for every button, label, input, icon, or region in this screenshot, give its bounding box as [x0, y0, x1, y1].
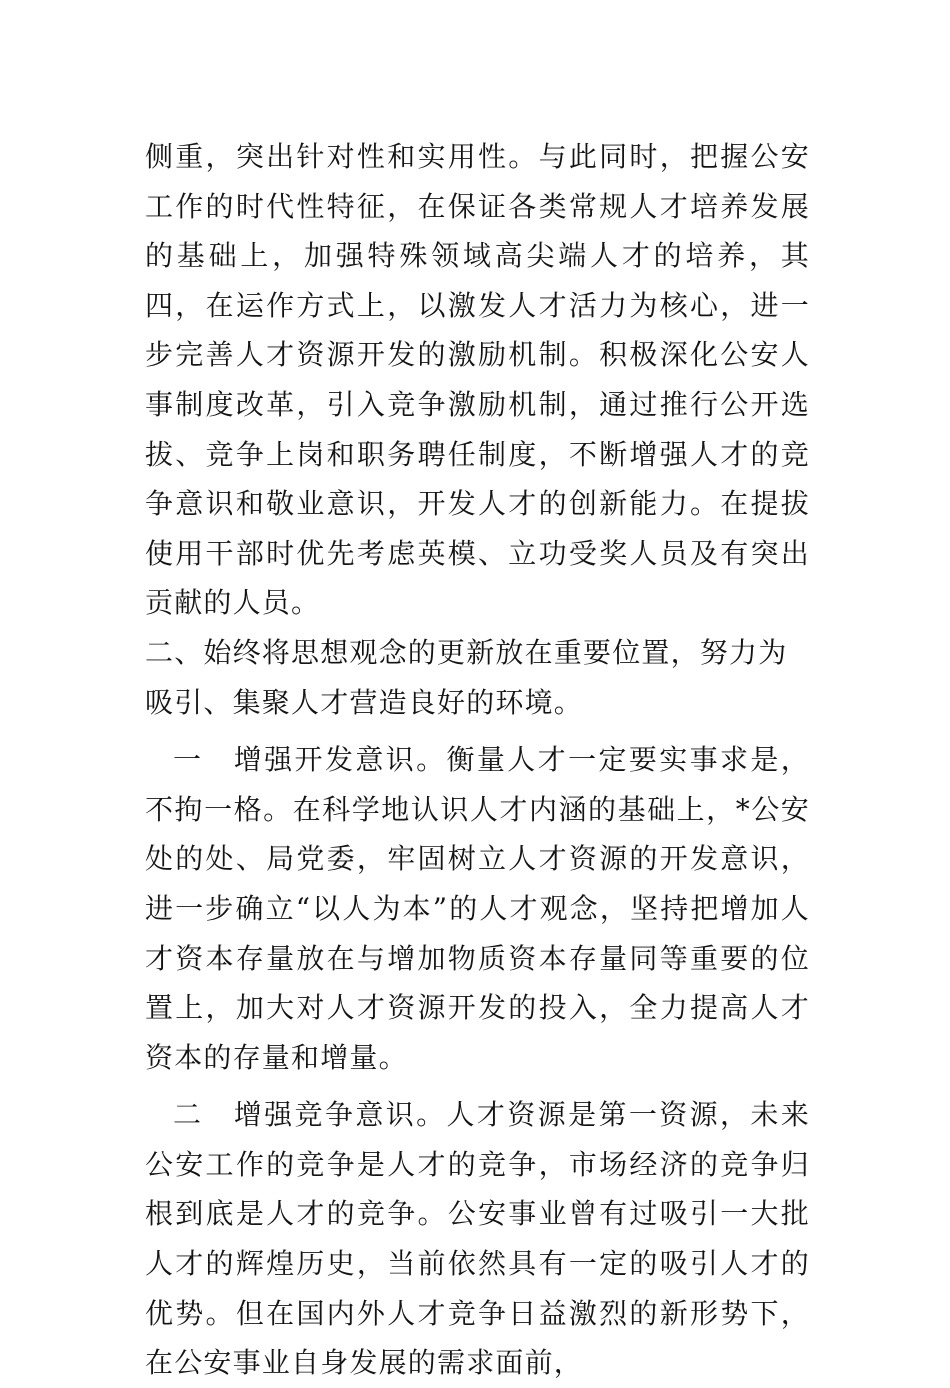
body-paragraph-3: 一 增强开发意识。衡量人才一定要实事求是，不拘一格。在科学地认识人才内涵的基础上，*公安处的处、局党委，牢固树立人才资源的开发意识，进一步确立“以人为本”的人才观念，坚持把增加人才资本存量放在与增加物质资本存量同等重要的位置上，加大对人才资源开发的投入，全力提高人才资本的存量和增量。	[145, 743, 810, 1074]
document-page	[145, 132, 810, 1388]
section-heading-2: 二、始终将思想观念的更新放在重要位置，努力为吸引、集聚人才营造良好的环境。	[145, 635, 788, 719]
body-paragraph-1: 侧重，突出针对性和实用性。与此同时，把握公安工作的时代性特征，在保证各类常规人才培养发展的基础上，加强特殊领域高尖端人才的培养，其四，在运作方式上，以激发人才活力为核心，进一步完善人才资源开发的激励机制。积极深化公安人事制度改革，引入竞争激励机制，通过推行公开选拔、竞争上岗和职务聘任制度，不断增强人才的竞争意识和敬业意识，开发人才的创新能力。在提拔使用干部时优先考虑英模、立功受奖人员及有突出贡献的人员。	[145, 140, 810, 620]
body-paragraph-4: 二 增强竞争意识。人才资源是第一资源，未来公安工作的竞争是人才的竞争，市场经济的竞争归根到底是人才的竞争。公安事业曾有过吸引一大批人才的辉煌历史，当前依然具有一定的吸引人才的优势。但在国内外人才竞争日益激烈的新形势下，在公安事业自身发展的需求面前，	[145, 1098, 810, 1380]
